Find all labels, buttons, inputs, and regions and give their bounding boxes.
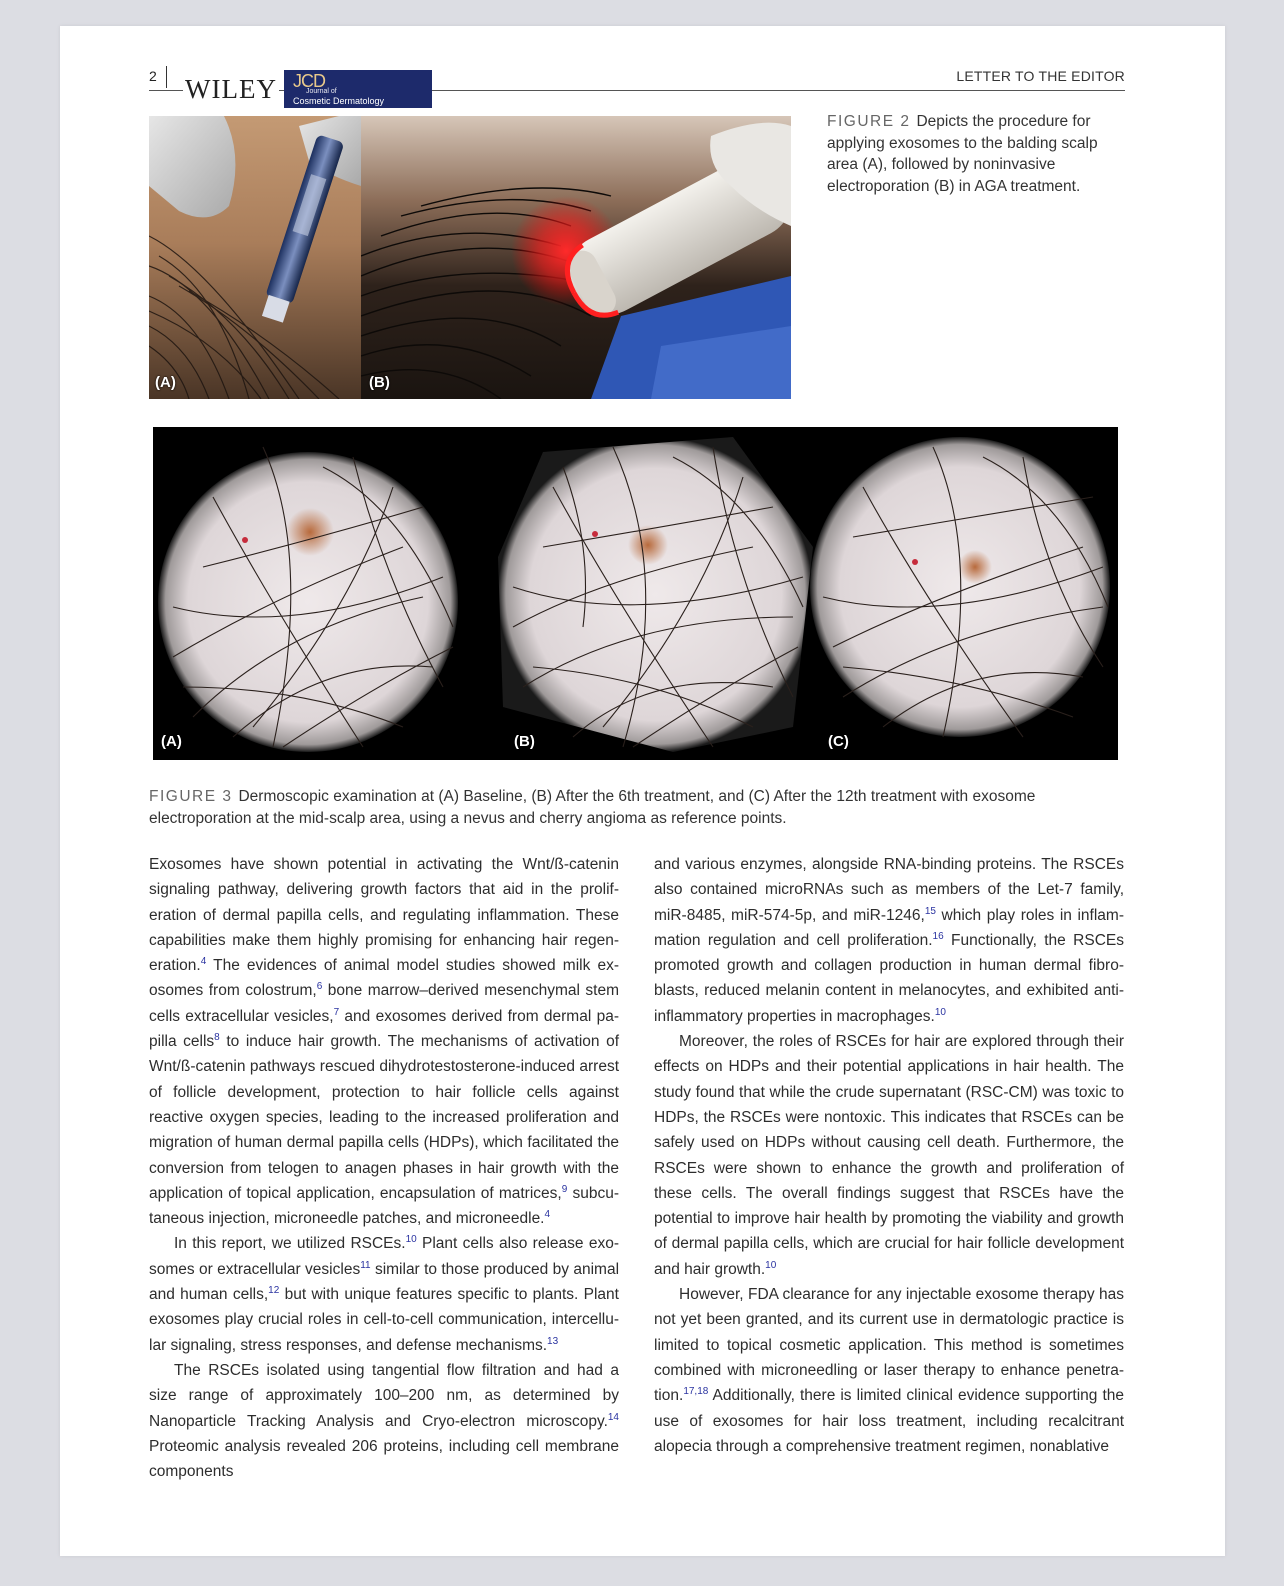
paragraph [654,1282,1124,1459]
figure3-dermoscopy-panel [153,427,1118,760]
figure2-caption [827,111,1127,197]
figure3-caption [149,786,1129,829]
citation-link[interactable]: 11 [360,1259,371,1271]
citation-link[interactable]: 16 [932,930,944,942]
figure2-panel-b-photo [361,116,791,399]
figure2-caption-text: Depicts the procedure for applying exosomes to the balding scalp area (A), followed by noninvasive electroporation (B) in AGA treatment. [827,113,1098,195]
journal-logo-line1: Journal of [306,88,337,95]
body-column-right [654,852,1124,1459]
text-run: Proteomic analysis revealed 206 proteins, including cell membrane components [149,1437,619,1481]
text-run: and various enzymes, alongside RNA-binding proteins. The RSCEs also contained microRNAs such as members of the Let-7 family, miR-8485, miR-574-5p, and miR-1246, [654,856,1124,924]
citation-link[interactable]: 10 [765,1259,777,1271]
journal-logo-line2: Cosmetic Dermatology [293,96,385,106]
running-head: LETTER TO THE EDITOR [956,68,1125,84]
figure3-caption-text: Dermoscopic examination at (A) Baseline, (B) After the 6th treatment, and (C) After the 12th treatment with exosome electroporation at the mid-scalp area, using a nevus and cherry angioma as reference points. [149,788,1036,827]
figure3-panel-c-label: (C) [828,733,849,750]
header-divider [166,66,167,88]
citation-link[interactable]: 12 [268,1285,280,1297]
journal-logo-abbr: JCD [293,71,325,91]
text-run: subcutaneous injection, microneedle patches, and microneedle. [149,1184,619,1228]
text-run: Plant cells also release exosomes or extracellular vesicles [149,1235,619,1278]
paragraph [149,852,619,1231]
dermoscopy-b [498,437,813,752]
citation-link[interactable]: 4 [544,1209,551,1221]
text-run: Functionally, the RSCEs promoted growth and collagen production in human dermal fibroblasts, reduced melanin content in melanocytes, and exhibited anti-inflammatory properties in macrophages. [654,931,1124,1025]
text-run: The RSCEs isolated using tangential flow filtration and had a size range of approximately 100–200 nm, as determined by Nanoparticle Tracking Analysis and Cryo-electron microscopy. [149,1361,619,1430]
figure2-panel-b-label: (B) [369,374,390,391]
publisher-logo: WILEY [185,74,277,104]
text-run: similar to those produced by animal and human cells, [149,1260,620,1304]
text-run: and exosomes derived from dermal papilla cells [149,1007,619,1051]
body-column-left [149,852,619,1484]
citation-link[interactable]: 10 [405,1234,417,1246]
text-run: Exosomes have shown potential in activating the Wnt/ß-catenin signaling pathway, delivering growth factors that aid in the proliferation of dermal papilla cells, and regulating inflammation. These capabilities make them highly promising for enhancing hair regeneration. [149,856,619,975]
electroporation-illustration [361,116,791,399]
text-run: In this report, we utilized RSCEs. [174,1235,406,1253]
paragraph [149,1358,619,1484]
citation-link[interactable]: 7 [333,1006,340,1018]
figure2-panel-a-label: (A) [155,374,176,391]
text-run: Moreover, the roles of RSCEs for hair are explored through their effects on HDPs and their potential applications in hair health. The study found that while the crude supernatant (RSC-CM) was toxic to HDPs, the RSCEs were nontoxic. This indicates that RSCEs can be safely used on HDPs without causing cell death. Furthermore, the RSCEs were shown to enhance the growth and proliferation of these cells. The overall findings suggest that RSCEs have the potential to improve hair health by promoting the viability and growth of dermal papilla cells, which are crucial for hair follicle development and hair growth. [654,1033,1124,1278]
text-run: to induce hair growth. The mechanisms of activation of Wnt/ß-catenin pathways rescued dihydrotestosterone-induced arrest of follicle development, protection to hair follicle cells against reactive oxygen species, leading to the increased proliferation and migration of human dermal papilla cells (HDPs), which facilitated the conversion from telogen to anagen phases in hair growth with the application of topical application, encapsulation of matrices, [149,1033,620,1202]
figure2-label: FIGURE 2 [827,113,911,130]
citation-link[interactable]: 6 [316,981,323,993]
dermoscopy-images [153,427,1118,760]
citation-link[interactable]: 10 [934,1006,946,1018]
text-run: bone marrow–derived mesenchymal stem cells extracellular vesicles, [149,982,619,1025]
text-run: which play roles in inflammation regulation and cell proliferation. [654,906,1124,949]
figure2-panel-a-photo [149,116,361,399]
journal-logo [284,70,432,108]
paragraph [654,852,1124,1029]
figure3-panel-b-label: (B) [514,733,535,750]
text-run: The evidences of animal model studies showed milk exosomes from colostrum, [149,957,619,1000]
exosome-application-illustration [149,116,361,399]
citation-link[interactable]: 8 [214,1032,220,1044]
text-run: However, FDA clearance for any injectable exosome therapy has not yet been granted, and its current use in dermatologic practice is limited to topical cosmetic application. This method is sometimes combined with microneedling or laser therapy to enhance penetration. [654,1286,1124,1405]
paragraph [149,1231,619,1357]
citation-link[interactable]: 14 [607,1411,619,1423]
citation-link[interactable]: 17,18 [683,1386,709,1398]
figure3-label: FIGURE 3 [149,788,233,805]
figure3-panel-a-label: (A) [161,733,182,750]
citation-link[interactable]: 15 [924,905,936,917]
text-run: Additionally, there is limited clinical evidence supporting the use of exosomes for hair loss treatment, including recalcitrant alopecia through a comprehensive treatment regimen, nonablative [654,1387,1124,1455]
citation-link[interactable]: 9 [561,1183,568,1195]
journal-page [60,26,1225,1556]
paragraph [654,1029,1124,1282]
dermoscopy-c [810,437,1110,737]
citation-link[interactable]: 4 [200,956,207,968]
citation-link[interactable]: 13 [547,1335,559,1347]
text-run: but with unique features specific to plants. Plant exosomes play crucial roles in cell-to-cell communication, intercellular signaling, stress responses, and defense mechanisms. [149,1286,619,1354]
page-number: 2 [149,68,157,84]
